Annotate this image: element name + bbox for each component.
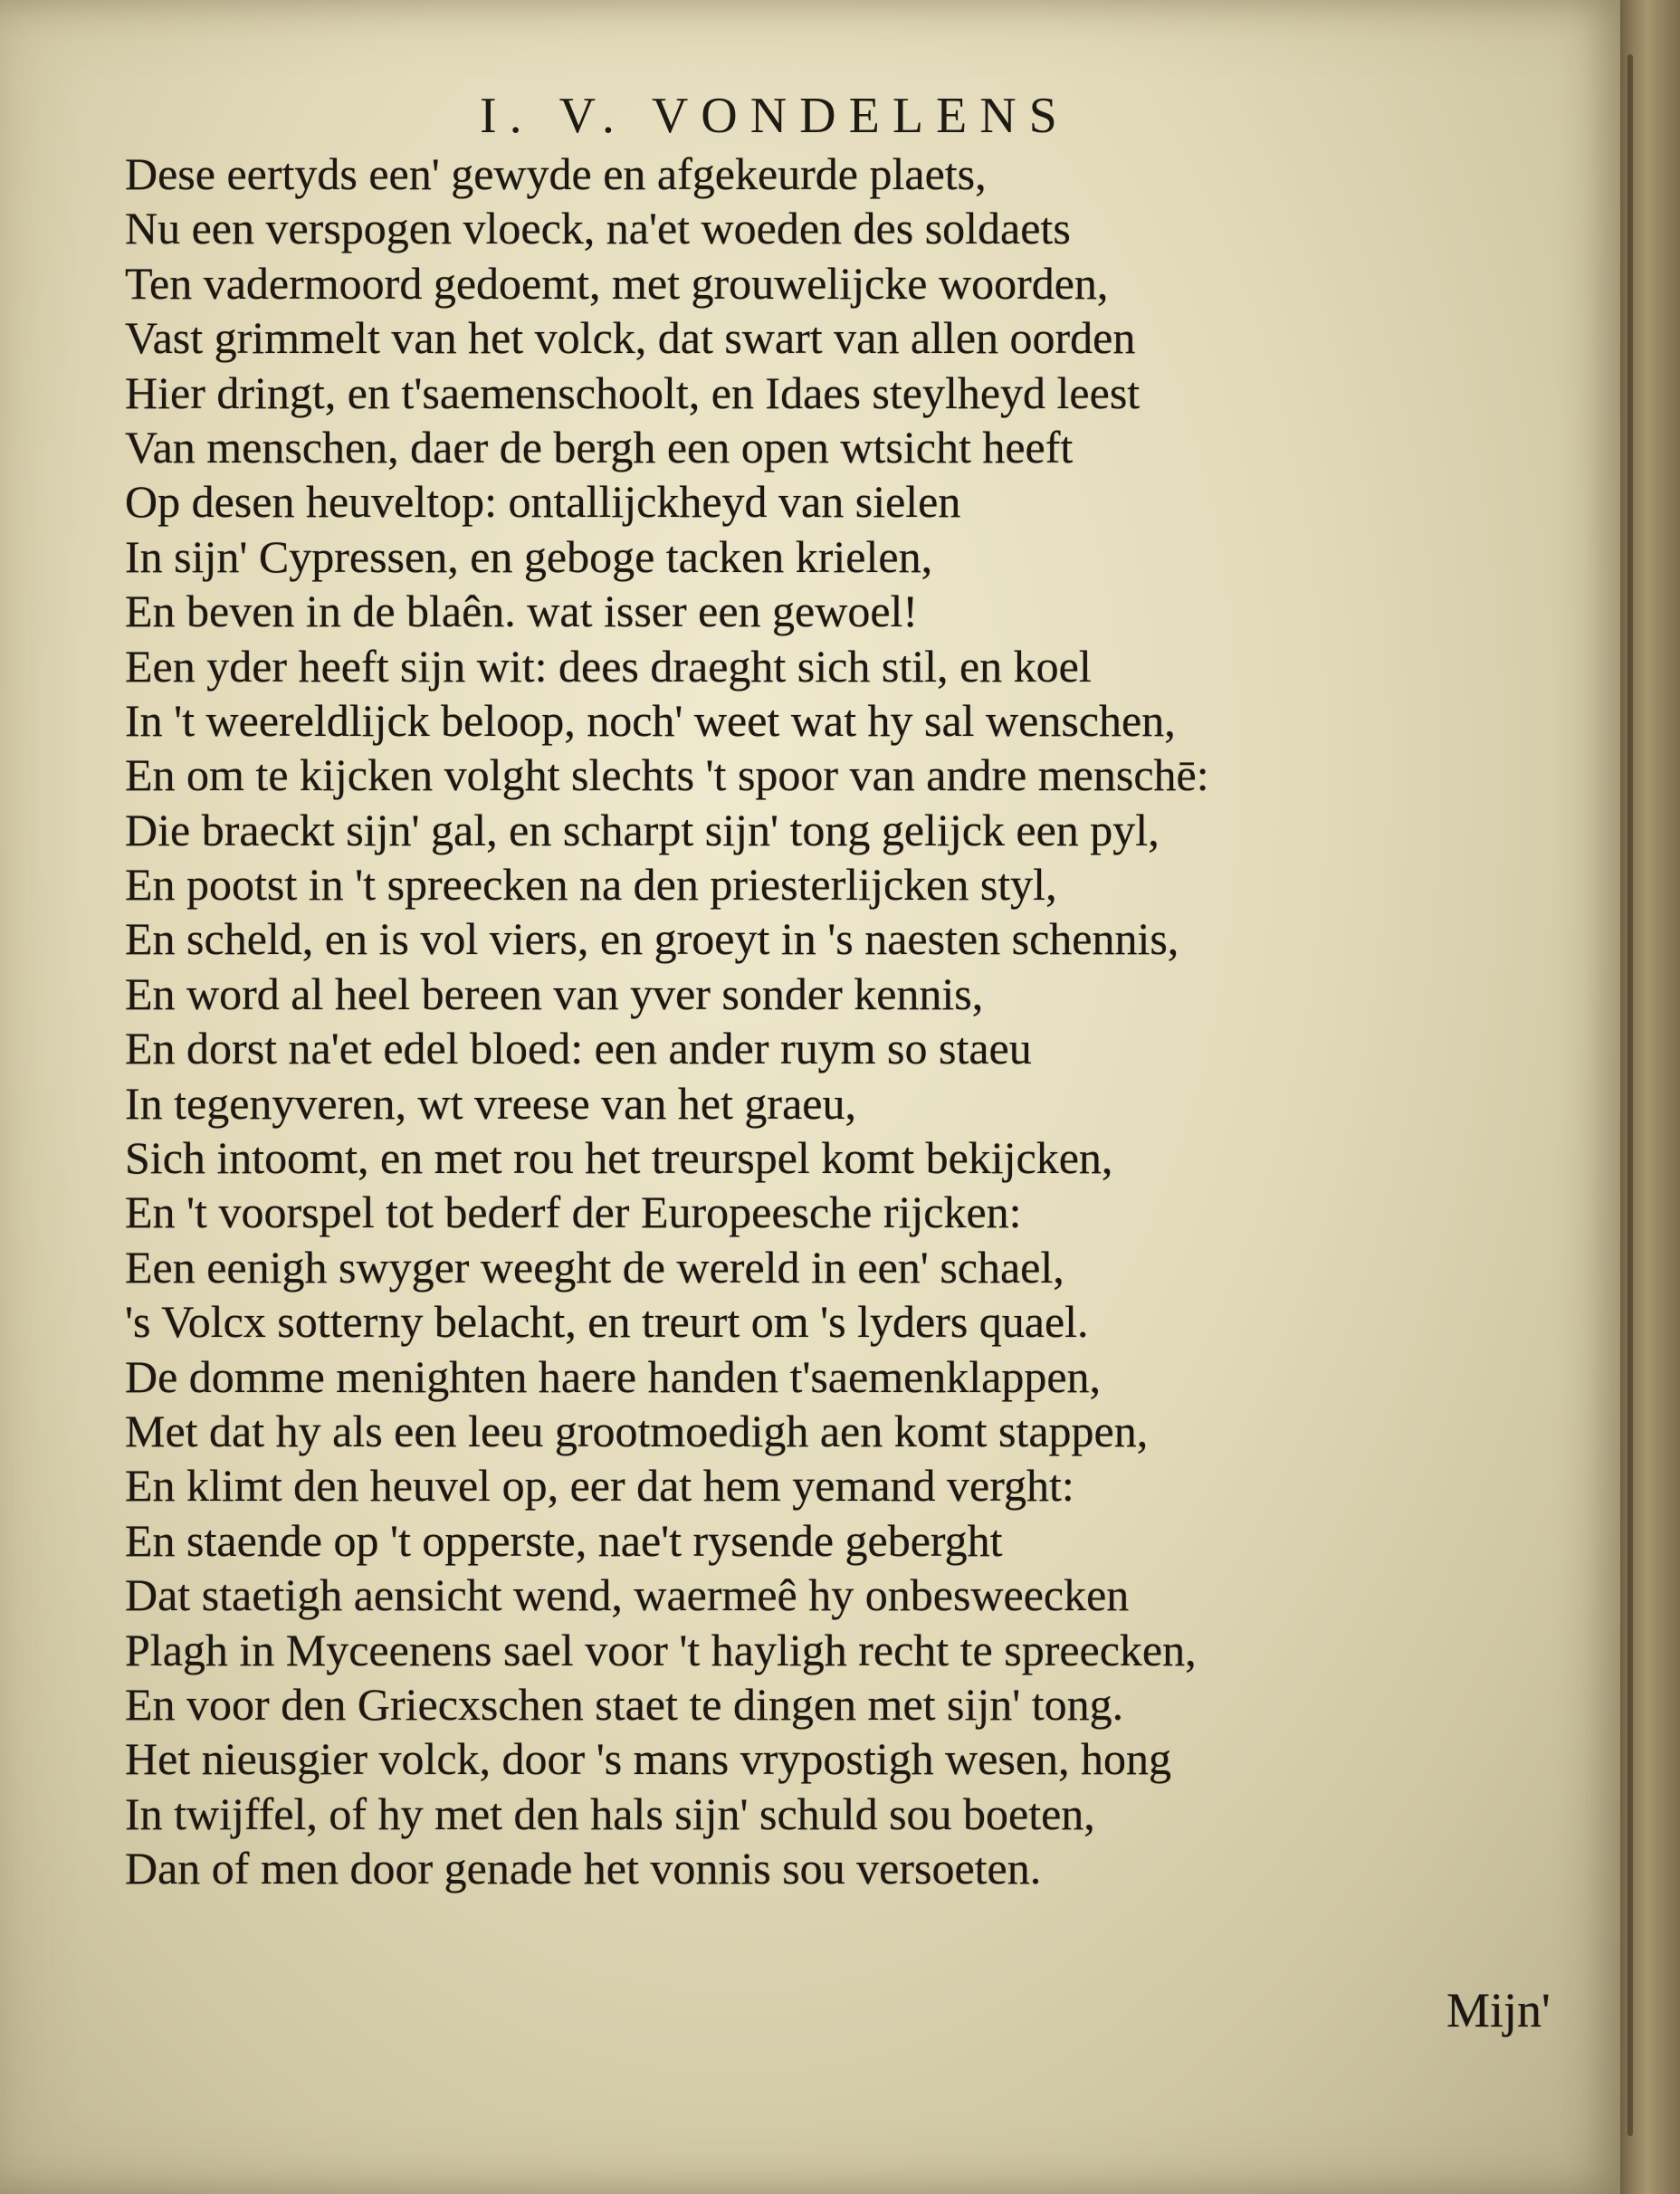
verse-line: In sijn' Cypressen, en geboge tacken krielen, [125,530,933,582]
catchword: Mijn' [1446,1983,1551,2037]
verse-line: In twijffel, of hy met den hals sijn' schuld sou boeten, [125,1788,1095,1839]
verse-line: In tegenyveren, wt vreese van het graeu, [125,1077,856,1129]
verse-line: En klimt den heuvel op, eer dat hem yemand verght: [125,1460,1074,1512]
verse-line: En word al heel bereen van yver sonder kennis, [125,968,984,1019]
verse-line: Met dat hy als een leeu grootmoedigh aen komt stappen, [125,1405,1149,1456]
verse-line: En scheld, en is vol viers, en groeyt in 's naesten schennis, [125,913,1179,965]
verse-line: Plagh in Myceenens sael voor 't hayligh recht te spreecken, [125,1624,1197,1675]
verse-line: Dan of men door genade het vonnis sou versoeten. [125,1843,1042,1894]
verse-line: In 't weereldlijck beloop, noch' weet wat hy sal wenschen, [125,694,1176,746]
verse-line: En dorst na'et edel bloed: een ander ruym so staeu [125,1023,1032,1074]
verse-line: En om te kijcken volght slechts 't spoor van andre menschē: [125,749,1209,801]
verse-line: Van menschen, daer de bergh een open wtsicht heeft [125,421,1074,472]
verse-line: Hier dringt, en t'saemenschoolt, en Idaes steylheyd leest [125,367,1141,418]
verse-line: En pootst in 't spreecken na den priesterlijcken styl, [125,859,1057,911]
verse-line: En beven in de blaên. wat isser een gewoel! [125,586,919,637]
verse-line: Het nieusgier volck, door 's mans vrypostigh wesen, hong [125,1733,1172,1785]
verse-line: En voor den Griecxschen staet te dingen met sijn' tong. [125,1678,1124,1730]
verse-line: Een eenigh swyger weeght de wereld in een' schael, [125,1241,1064,1293]
verse-line: Dat staetigh aensicht wend, waermeê hy onbesweecken [125,1569,1130,1621]
verse-line: Dese eertyds een' gewyde en afgekeurde plaets, [125,148,987,199]
verse-line: En staende op 't opperste, nae't rysende geberght [125,1514,1003,1566]
verse-line: Die braeckt sijn' gal, en scharpt sijn' tong gelijck een pyl, [125,804,1160,855]
verse-line: Een yder heeft sijn wit: dees draeght sich stil, en koel [125,640,1092,692]
verse-line: 's Volcx sotterny belacht, en treurt om 's lyders quael. [125,1296,1089,1348]
verse-line: Ten vadermoord gedoemt, met grouwelijcke woorden, [125,257,1109,309]
verse-line: Op desen heuveltop: ontallijckheyd van sielen [125,476,961,528]
verse-line: Vast grimmelt van het volck, dat swart van allen oorden [125,312,1136,364]
verse-line: Sich intoomt, en met rou het treurspel komt bekijcken, [125,1132,1113,1184]
verse-line: En 't voorspel tot bederf der Europeesche rijcken: [125,1187,1022,1238]
verse-line: Nu een verspogen vloeck, na'et woeden des soldaets [125,203,1071,254]
adjacent-page-edge [1620,0,1680,2194]
verse-line: De domme menighten haere handen t'saemenklappen, [125,1350,1102,1402]
verse-text [125,147,1591,1896]
running-head: I. V. VONDELENS [480,88,1070,144]
